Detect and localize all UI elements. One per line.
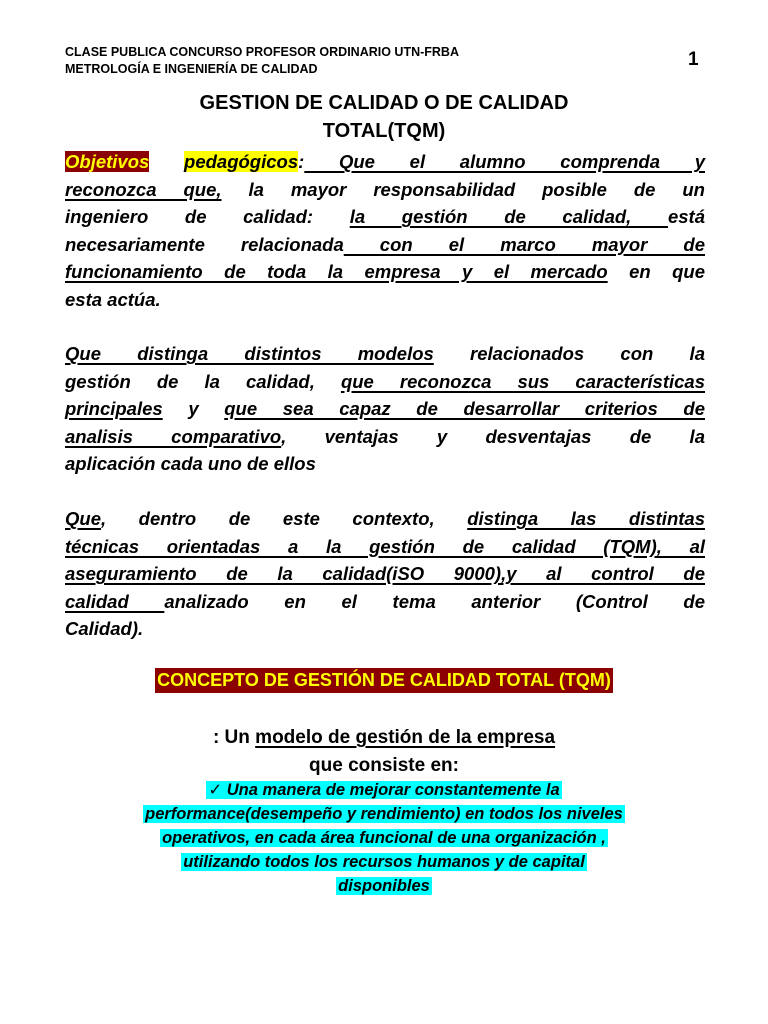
paragraph-line xyxy=(65,368,705,396)
underlined-text: calidad xyxy=(65,590,165,612)
bullet-line xyxy=(0,802,768,826)
underlined-text: aseguramiento de la calidad(iSO 9000),y al control de xyxy=(65,563,705,584)
paragraph-line xyxy=(65,203,705,231)
pedagogical-label-highlight: pedagógicos xyxy=(184,151,299,172)
text-run: en que xyxy=(607,261,705,282)
text-run: esta actúa. xyxy=(65,288,161,310)
bullet-line xyxy=(0,874,768,898)
objectives-paragraph-1 xyxy=(65,148,705,313)
underlined-text: Que xyxy=(65,508,101,529)
underlined-text: con el marco mayor de xyxy=(343,233,705,255)
underlined-text: distinga las distintas xyxy=(467,508,705,529)
paragraph-line xyxy=(65,588,705,616)
underlined-text: funcionamiento de toda la empresa y el mercado xyxy=(65,261,608,282)
paragraph-line xyxy=(65,615,705,643)
underlined-text: que sea capaz de desarrollar criterios de xyxy=(224,398,705,419)
bullet-line xyxy=(0,826,768,850)
concept-subtitle-line1 xyxy=(0,727,768,749)
concept-subtitle-line2: que consiste en: xyxy=(309,755,459,776)
text-run: y xyxy=(162,398,225,419)
underlined-text: analisis comparativo xyxy=(65,425,282,447)
paragraph-line xyxy=(65,148,705,176)
paragraph-line xyxy=(65,450,705,478)
underlined-text: Que el alumno comprenda y xyxy=(304,151,705,172)
text-run: necesariamente relacionada xyxy=(65,233,344,255)
text-run: Calidad). xyxy=(65,618,144,639)
definition-bullet xyxy=(0,778,768,898)
concept-heading-highlight: CONCEPTO DE GESTIÓN DE CALIDAD TOTAL (TQM) xyxy=(155,668,613,693)
paragraph-line xyxy=(65,533,705,561)
bullet-line xyxy=(0,778,768,802)
text-run: : Un xyxy=(212,727,256,748)
text-run: , ventajas y desventajas de la xyxy=(281,425,705,447)
text-run: analizado en el tema anterior (Control de xyxy=(164,590,706,612)
text-run: relacionados con la xyxy=(433,343,705,364)
text-run: : xyxy=(298,151,305,172)
bullet-line xyxy=(0,850,768,874)
text-run: aplicación cada uno de ellos xyxy=(65,453,316,474)
paragraph-line xyxy=(65,395,705,423)
concept-heading xyxy=(0,670,768,691)
header-line-subject: METROLOGÍA E INGENIERÍA DE CALIDAD xyxy=(65,62,318,76)
text-run: gestión de la calidad, xyxy=(65,370,341,392)
text-run: la mayor responsabilidad posible de un xyxy=(221,178,705,200)
underlined-text: reconozca xyxy=(65,178,157,200)
text-run: , dentro de este contexto, xyxy=(100,508,468,529)
objectives-paragraph-2 xyxy=(65,340,705,478)
underlined-text: que, xyxy=(156,178,222,200)
paragraph-line xyxy=(65,231,705,259)
highlighted-text: disponibles xyxy=(338,877,430,895)
document-title-line1: GESTION DE CALIDAD O DE CALIDAD xyxy=(199,92,569,114)
underlined-text: principales xyxy=(65,398,163,419)
underlined-text: que reconozca sus características xyxy=(340,370,705,392)
paragraph-line xyxy=(65,560,705,588)
highlighted-text: utilizando todos los recursos humanos y de capital xyxy=(183,853,585,871)
highlighted-text: performance(desempeño y rendimiento) en todos los niveles xyxy=(145,805,623,823)
highlighted-text: ✓ Una manera de mejorar constantemente la xyxy=(208,781,560,799)
underlined-text: Que distinga distintos modelos xyxy=(65,343,434,364)
objectives-label-highlight: Objetivos xyxy=(65,151,150,172)
header-line-course: CLASE PUBLICA CONCURSO PROFESOR ORDINARIO UTN-FRBA xyxy=(65,45,459,59)
underlined-text: técnicas orientadas a la gestión de calidad (TQM), al xyxy=(65,535,705,557)
text-run: ingeniero de calidad: xyxy=(65,206,350,227)
underlined-text: modelo de gestión de la empresa xyxy=(255,727,556,748)
paragraph-line xyxy=(65,286,705,314)
objectives-paragraph-3 xyxy=(65,505,705,643)
text-run: está xyxy=(667,206,705,227)
paragraph-line xyxy=(65,258,705,286)
document-title-line2: TOTAL(TQM) xyxy=(322,120,446,142)
page-number: 1 xyxy=(688,49,699,70)
document-header xyxy=(65,44,459,78)
underlined-text: la gestión de calidad, xyxy=(349,206,668,227)
paragraph-line xyxy=(65,505,705,533)
paragraph-line xyxy=(65,340,705,368)
paragraph-line xyxy=(65,423,705,451)
highlighted-text: operativos, en cada área funcional de una organización , xyxy=(162,829,606,847)
paragraph-line xyxy=(65,176,705,204)
